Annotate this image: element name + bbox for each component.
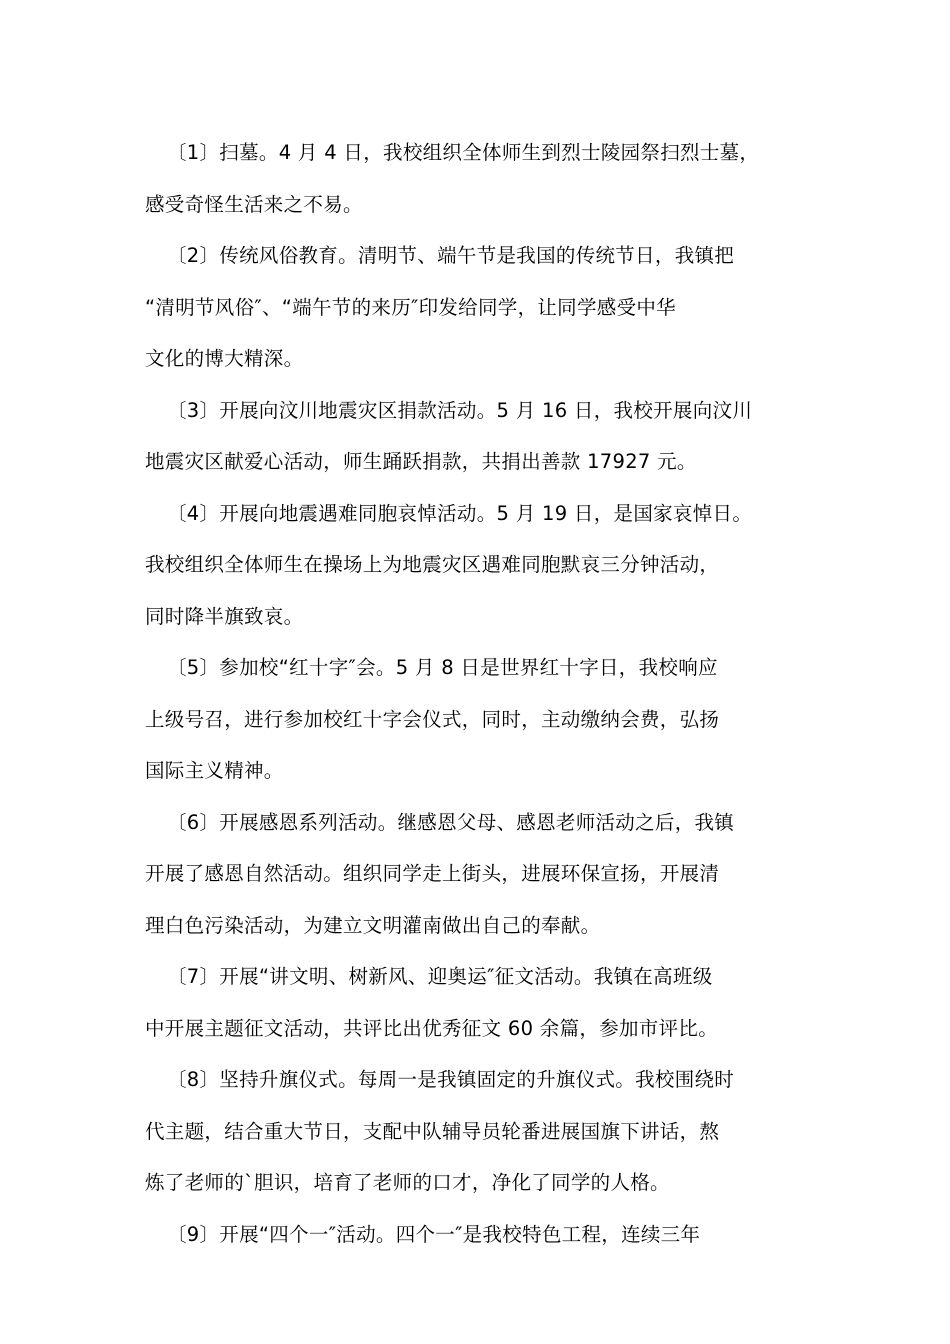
text-line: 我校组织全体师生在操场上为地震灾区遇难同胞默哀三分钟活动， [145,553,720,576]
text-line: 〔7〕开展“讲文明、树新风、迎奥运″征文活动。我镇在高班级 [167,965,713,988]
text-line: 国际主义精神。 [145,759,284,782]
text-line: 理白色污染活动，为建立文明灌南做出自己的奉献。 [145,913,601,937]
paragraph-2 [145,230,835,385]
text-line: 〔4〕开展向地震遇难同胞哀悼活动。5 月 19 日，是国家哀悼日。 [167,501,753,525]
paragraph-7 [145,951,835,1054]
text-line: 〔9〕开展“四个一″活动。四个一″是我校特色工程，连续三年 [167,1222,701,1246]
text-line: “清明节风俗″、“端午节的来历″印发给同学，让同学感受中华 [145,295,676,319]
text-line: 开展了感恩自然活动。组织同学走上街头，进展环保宣扬，开展清 [145,862,720,885]
text-line: 同时降半旗致哀。 [145,604,304,628]
paragraph-8 [145,1054,835,1209]
text-line: 地震灾区献爱心活动，师生踊跃捐款，共捐出善款 17927 元。 [145,450,697,473]
text-line: 中开展主题征文活动，共评比出优秀征文 60 余篇，参加市评比。 [145,1016,719,1040]
text-line: 感受奇怪生活来之不易。 [145,192,363,216]
text-line: 上级号召，进行参加校红十字会仪式，同时，主动缴纳会费，弘扬 [145,707,720,731]
text-line: 〔1〕扫墓。4 月 4 日，我校组织全体师生到烈士陵园祭扫烈士墓， [167,141,760,164]
paragraph-5 [145,642,835,797]
text-line: 〔8〕坚持升旗仪式。每周一是我镇固定的升旗仪式。我校围绕时 [167,1068,735,1091]
paragraph-3 [145,385,835,488]
paragraph-9 [145,1209,835,1261]
text-line: 〔6〕开展感恩系列活动。继感恩父母、感恩老师活动之后，我镇 [167,810,735,834]
text-line: 〔2〕传统风俗教育。清明节、端午节是我国的传统节日，我镇把 [167,244,735,267]
paragraph-6 [145,797,835,952]
text-line: 文化的博大精深。 [145,347,304,370]
paragraph-4 [145,488,835,643]
paragraph-1 [145,127,835,230]
document-body [145,127,835,1260]
text-line: 〔5〕参加校“红十字″会。5 月 8 日是世界红十字日，我校响应 [167,656,718,679]
text-line: 代主题，结合重大节日，支配中队辅导员轮番进展国旗下讲话，熬 [145,1119,720,1143]
text-line: 〔3〕开展向汶川地震灾区捐款活动。5 月 16 日，我校开展向汶川 [167,398,753,422]
text-line: 炼了老师的`胆识，培育了老师的口才，净化了同学的人格。 [145,1171,670,1194]
